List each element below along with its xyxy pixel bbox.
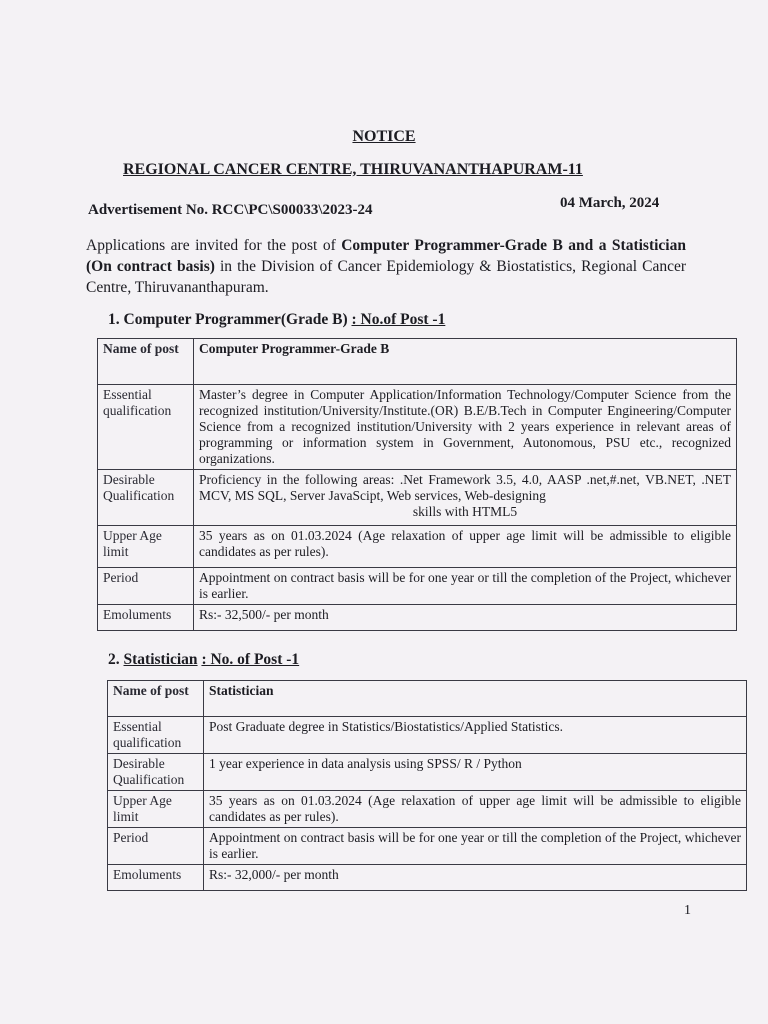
- table-row: [108, 681, 747, 717]
- row-value-last-line: skills with HTML5: [412, 504, 518, 519]
- section1-title: Computer Programmer(Grade B): [123, 311, 348, 328]
- notice-heading: NOTICE: [352, 128, 416, 145]
- row-value: Post Graduate degree in Statistics/Biostatistics/Applied Statistics.: [204, 717, 747, 754]
- section2-title: Statistician: [123, 651, 198, 668]
- row-label: Upper Age limit: [108, 791, 204, 828]
- row-label: Period: [98, 568, 194, 605]
- row-label: Essential qualification: [108, 717, 204, 754]
- table-row: [108, 754, 747, 791]
- table-row: [98, 568, 737, 605]
- row-value: 35 years as on 01.03.2024 (Age relaxation of upper age limit will be admissible to eligible candidates as per rules).: [194, 526, 737, 568]
- organization-title: REGIONAL CANCER CENTRE, THIRUVANANTHAPURAM-11: [123, 161, 583, 178]
- table-row: [98, 526, 737, 568]
- row-value: Master’s degree in Computer Application/Information Technology/Computer Science from the recognized institution/University/Institute.(OR) B.E/B.Tech in Computer Engineering/Computer Science from a recognized institution/University with 2 years experience in relevant areas of programming or information system in Government, Autonomous, PSU etc., recognized organizations.: [194, 385, 737, 470]
- row-value: Statistician: [204, 681, 747, 717]
- row-value: Computer Programmer-Grade B: [194, 339, 737, 385]
- table-row: [108, 828, 747, 865]
- table-row: [108, 717, 747, 754]
- section2-post-count: : No. of Post -1: [201, 651, 300, 668]
- row-label: Essential qualification: [98, 385, 194, 470]
- table-row: [98, 339, 737, 385]
- section2-heading: [108, 651, 299, 669]
- row-label: Emoluments: [98, 605, 194, 631]
- row-value: Rs:- 32,500/- per month: [194, 605, 737, 631]
- row-value: [194, 470, 737, 526]
- intro-posts-bold: Computer Programmer-Grade B and a Statistician (On contract basis): [86, 237, 686, 275]
- row-label: Desirable Qualification: [98, 470, 194, 526]
- section1-number: 1.: [108, 311, 120, 328]
- table-row: [98, 605, 737, 631]
- row-label: Emoluments: [108, 865, 204, 891]
- section1-heading: [108, 311, 445, 329]
- row-label: Desirable Qualification: [108, 754, 204, 791]
- section2-number: 2.: [108, 651, 120, 668]
- section1-table: [97, 338, 737, 631]
- row-label: Period: [108, 828, 204, 865]
- row-label: Name of post: [98, 339, 194, 385]
- notice-date: 04 March, 2024: [560, 195, 660, 211]
- row-label: Name of post: [108, 681, 204, 717]
- section2-table: [107, 680, 747, 891]
- table-row: [98, 470, 737, 526]
- table-row: [98, 385, 737, 470]
- row-value: Appointment on contract basis will be for one year or till the completion of the Project, whichever is earlier.: [194, 568, 737, 605]
- intro-text-end: in the Division of Cancer Epidemiology & Biostatistics, Regional Cancer Centre, Thiruvananthapuram.: [86, 258, 687, 296]
- intro-paragraph: [86, 235, 686, 298]
- table-row: [108, 791, 747, 828]
- table-row: [108, 865, 747, 891]
- row-label: Upper Age limit: [98, 526, 194, 568]
- row-value: Rs:- 32,000/- per month: [204, 865, 747, 891]
- row-value: 35 years as on 01.03.2024 (Age relaxation of upper age limit will be admissible to eligible candidates as per rules).: [204, 791, 747, 828]
- advertisement-number: Advertisement No. RCC\PC\S00033\2023-24: [88, 202, 373, 218]
- row-value: 1 year experience in data analysis using SPSS/ R / Python: [204, 754, 747, 791]
- intro-text-start: Applications are invited for the post of: [86, 237, 342, 254]
- page-number: 1: [684, 903, 691, 918]
- section1-post-count: : No.of Post -1: [351, 311, 446, 328]
- row-value: Appointment on contract basis will be for one year or till the completion of the Project, whichever is earlier.: [204, 828, 747, 865]
- row-value-text: Proficiency in the following areas: .Net Framework 3.5, 4.0, AASP .net,#.net, VB.NET, .NET MCV, MS SQL, Server JavaScipt, Web services, Web-designing: [199, 472, 731, 503]
